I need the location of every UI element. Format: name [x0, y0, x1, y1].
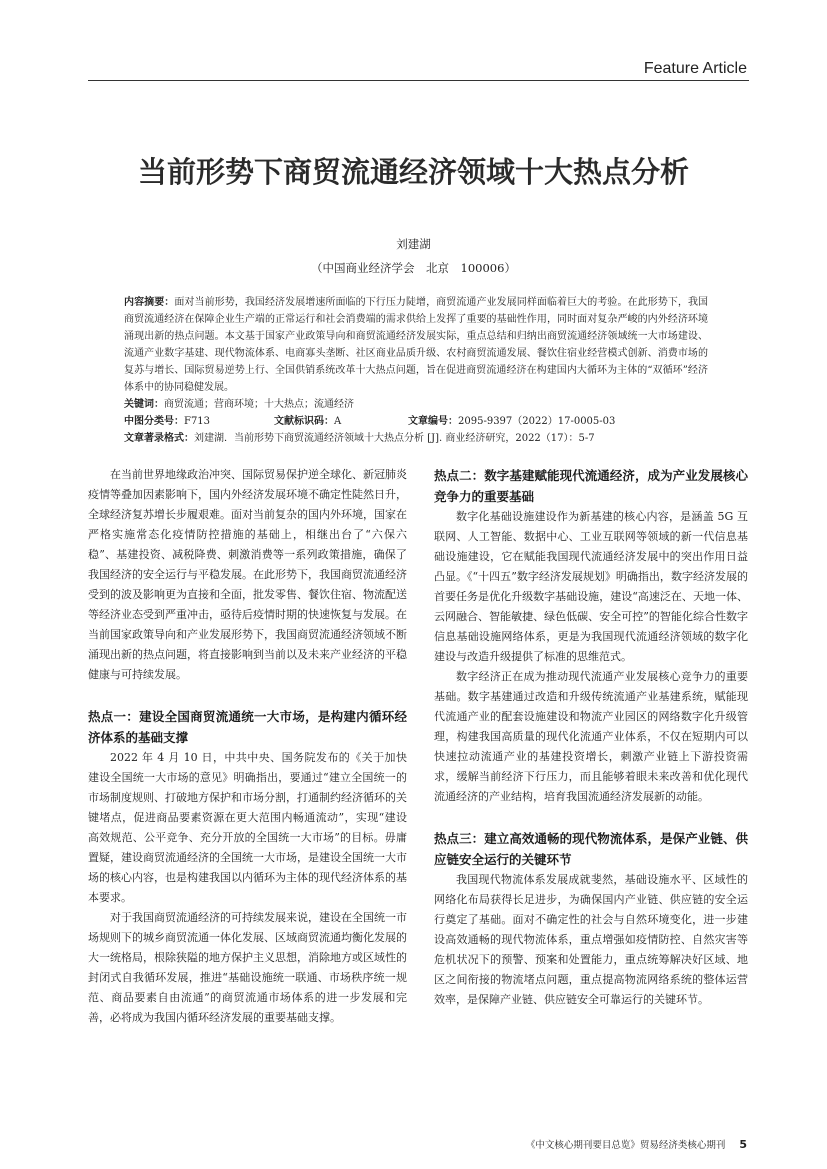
header-rule: [88, 80, 749, 81]
article-number-label: 文章编号：: [408, 416, 458, 427]
citation-label: 文章著录格式：: [124, 433, 194, 444]
footer-journal: 《中文核心期刊要目总览》贸易经济类核心期刊: [525, 1140, 726, 1151]
hotspot-1-paragraph-2: 对于我国商贸流通经济的可持续发展来说，建设在全国统一市场规则下的城乡商贸流通一体化发展、区域商贸流通均衡化发展的大一统格局，根除狭隘的地方保护主义思想，消除地方或区域性的封闭式自我循环发展，推进“基础设施统一联通、市场秩序统一规范、商品要素自由流通”的商贸流通市场体系的进一步发展和完善，必将成为我国内循环经济发展的重要基础支撑。: [88, 911, 407, 1024]
affiliation: （中国商业经济学会 北京 100006）: [311, 261, 516, 275]
citation: [124, 430, 708, 447]
abstract: [124, 294, 708, 396]
heading-hotspot-2: 热点二：数字基建赋能现代流通经济，成为产业发展核心竞争力的重要基础: [434, 468, 748, 504]
article-title: 当前形势下商贸流通经济领域十大热点分析: [137, 155, 689, 189]
hotspot-2-paragraph-2: 数字经济正在成为推动现代流通产业发展核心竞争力的重要基础。数字基建通过改造和升级传统流通产业基建系统，赋能现代流通产业的配套设施建设和物流产业园区的网络数字化升级管理，构建我国高质量的现代化流通产业体系，不仅在短期内可以快速拉动流通产业的基建投资增长，刺激产业链上下游投资需求，缓解当前经济下行压力，而且能够着眼未来改善和优化现代流通经济的产业结构，培育我国流通经济发展新的动能。: [434, 670, 748, 803]
intro-paragraph: 在当前世界地缘政治冲突、国际贸易保护逆全球化、新冠肺炎疫情等叠加因素影响下，国内外经济发展环境不确定性陡然日升，全球经济复苏增长步履艰难。面对当前复杂的国内外环境，国家在严格实施常态化疫情防控措施的基础上，相继出台了“六保六稳”、基建投资、减税降费、刺激消费等一系列政策措施，确保了我国经济的安全运行与平稳发展。在此形势下，我国商贸流通经济受到的波及影响更为直接和全面，批发零售、餐饮住宿、物流配送等经济业态受到严重冲击，亟待后疫情时期的快速恢复与发展。在当前国家政策导向和产业发展形势下，我国商贸流通经济领域不断涌现出新的热点问题，将直接影响到当前以及未来产业经济的平稳健康与可持续发展。: [88, 468, 407, 681]
page-footer: [526, 1137, 747, 1151]
doc-label: 文献标识码：: [274, 416, 334, 427]
section-label: Feature Article: [643, 60, 747, 77]
hotspot-1-paragraph-1: 2022 年 4 月 10 日，中共中央、国务院发布的《关于加快建设全国统一大市场的意见》明确指出，要通过“建立全国统一的市场制度规则、打破地方保护和市场分割，打通制约经济循环的关键堵点，促进商品要素资源在更大范围内畅通流动”，实现“建设高效规范、公平竞争、充分开放的全国统一大市场”的目标。毋庸置疑，建设商贸流通经济的全国统一大市场，是建设全国统一大市场的核心内容，也是构建我国以内循环为主体的现代经济体系的基本要求。: [88, 751, 407, 904]
left-column: [88, 465, 407, 1028]
heading-hotspot-1: 热点一：建设全国商贸流通统一大市场，是构建内循环经济体系的基础支撑: [88, 709, 407, 745]
right-column: [434, 465, 748, 1010]
doc-value: A: [334, 416, 342, 427]
author: 刘建湖: [396, 237, 431, 251]
keywords: [124, 396, 708, 413]
heading-hotspot-3: 热点三：建立高效通畅的现代物流体系，是保产业链、供应链安全运行的关键环节: [434, 831, 748, 867]
clc-value: F713: [184, 416, 211, 427]
page-number: 5: [739, 1138, 747, 1151]
article-number-value: 2095-9397（2022）17-0005-03: [458, 416, 616, 427]
hotspot-3-paragraph-1: 我国现代物流体系发展成就斐然，基础设施水平、区域性的网络化布局获得长足进步，为确保国内产业链、供应链的安全运行奠定了基础。面对不确定性的社会与自然环境变化，进一步建设高效通畅的现代物流体系，重点增强如疫情防控、自然灾害等危机状况下的预警、预案和处置能力，重点统筹解决好区域、地区之间衔接的物流堵点问题，重点提高物流网络系统的整体运营效率，是保障产业链、供应链安全可靠运行的关键环节。: [434, 873, 748, 1006]
citation-text: 刘建湖．当前形势下商贸流通经济领域十大热点分析 [J]. 商业经济研究，2022（17）：5-7: [194, 433, 595, 444]
keywords-text: 商贸流通；营商环境；十大热点；流通经济: [164, 399, 354, 410]
hotspot-2-paragraph-1: 数字化基础设施建设作为新基建的核心内容，是涵盖 5G 互联网、人工智能、数据中心、工业互联网等领域的新一代信息基础设施建设，它在赋能我国现代流通经济发展中的突出作用日益凸显。《“十四五”数字经济发展规划》明确指出，数字经济发展的首要任务是优化升级数字基础设施，建设“高速泛在、天地一体、云网融合、智能敏捷、绿色低碳、安全可控”的智能化综合性数字信息基础设施网络体系，更是为我国现代流通经济领域的数字化建设与改造升级提供了标准的思维范式。: [434, 510, 748, 663]
abstract-text: 面对当前形势，我国经济发展增速所面临的下行压力陡增，商贸流通产业发展同样面临着巨大的考验。在此形势下，我国商贸流通经济在保障企业生产端的正常运行和社会消费端的需求供给上发挥了重要的基础性作用，同时面对复杂严峻的内外经济环境涌现出新的热点问题。本文基于国家产业政策导向和商贸流通经济发展实际，重点总结和归纳出商贸流通经济领域统一大市场建设、流通产业数字基建、现代物流体系、电商寡头垄断、社区商业品质升级、农村商贸流通发展、餐饮住宿业经营模式创新、消费市场的复苏与增长、国际贸易逆势上行、全国供销系统改革十大热点问题，旨在促进商贸流通经济在构建国内大循环为主体的“双循环”经济体系中的协同稳健发展。: [124, 297, 709, 393]
keywords-label: 关键词：: [124, 399, 164, 410]
clc-label: 中图分类号：: [124, 416, 184, 427]
classification: [124, 413, 708, 430]
abstract-label: 内容摘要：: [124, 297, 175, 308]
